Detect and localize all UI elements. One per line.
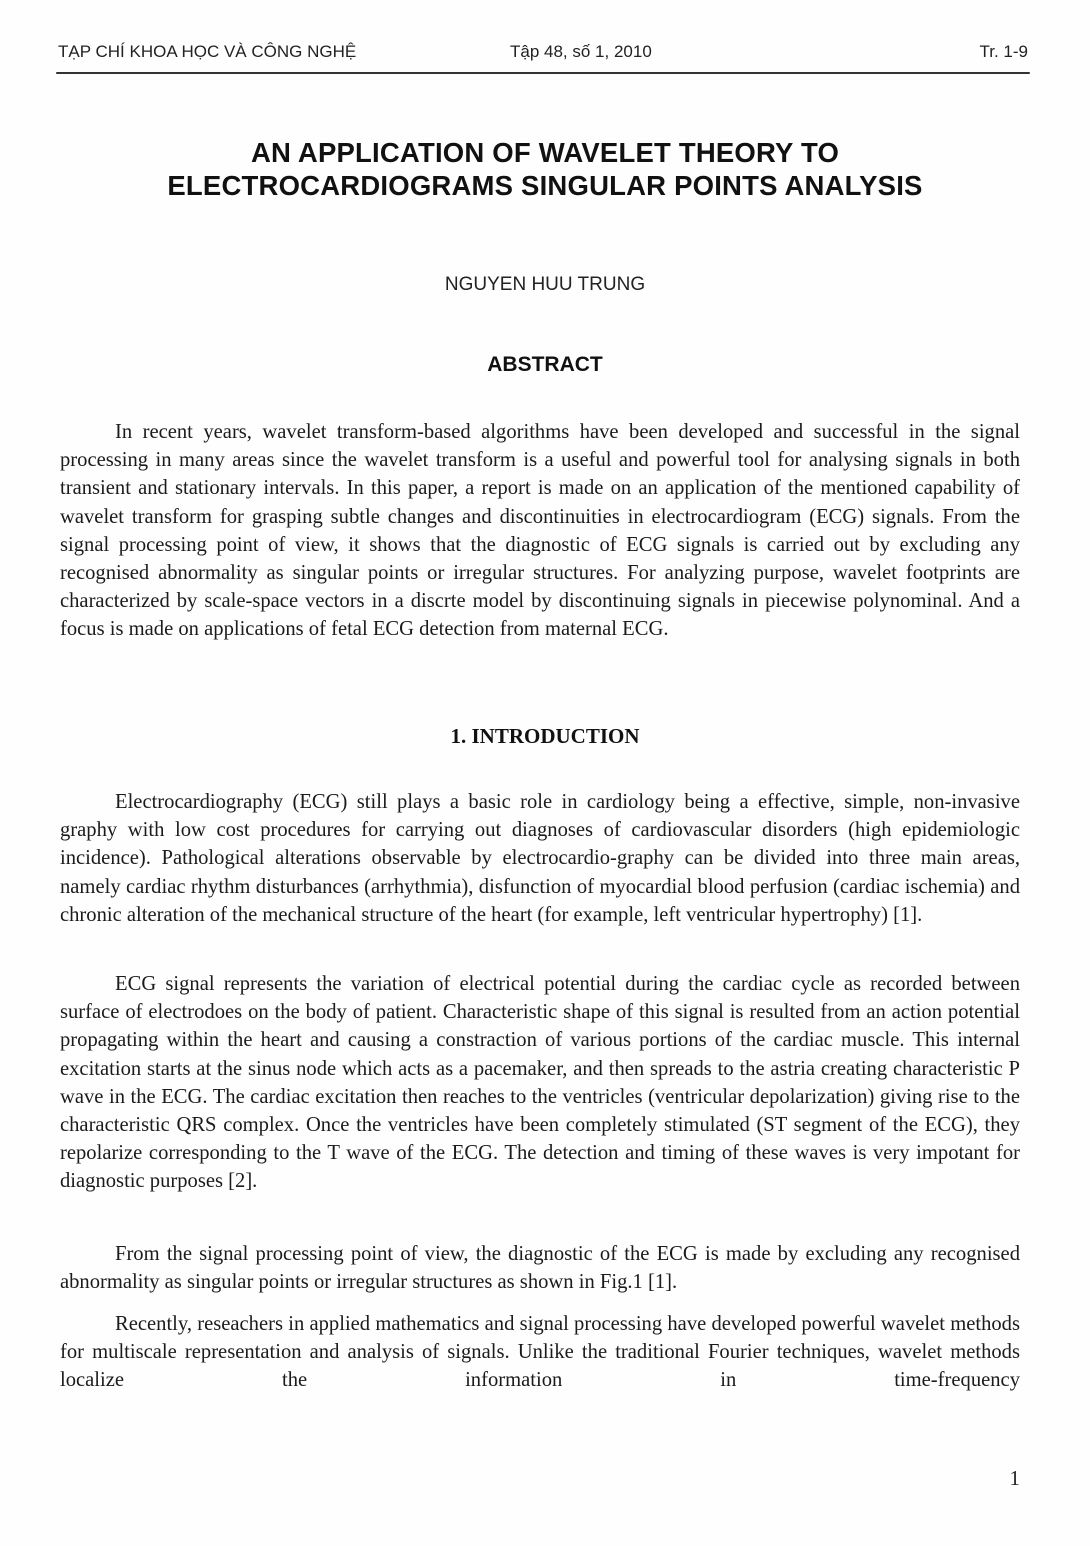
title-line-1: AN APPLICATION OF WAVELET THEORY TO: [250, 137, 840, 168]
journal-name: TẠP CHÍ KHOA HỌC VÀ CÔNG NGHỆ: [58, 42, 357, 61]
section-heading-introduction: 1. INTRODUCTION: [450, 724, 640, 748]
intro-paragraph-2: [60, 970, 1020, 1196]
title-line-2: ELECTROCARDIOGRAMS SINGULAR POINTS ANALYSIS: [167, 170, 923, 201]
paragraph-text: From the signal processing point of view, the diagnostic of the ECG is made by excluding any recognised abnormality as singular points or irregular structures as shown in Fig.1 [1].: [60, 1243, 1020, 1294]
author-name: NGUYEN HUU TRUNG: [444, 274, 646, 295]
intro-paragraph-1: [60, 788, 1020, 929]
intro-paragraph-3: [60, 1240, 1020, 1296]
running-header: [58, 42, 1028, 66]
paragraph-text: Electrocardiography (ECG) still plays a basic role in cardiology being a effective, simple, non-invasive graphy with low cost procedures for carrying out diagnoses of cardiovascular disorders (high epidemiologic incidence). Pathological alterations observable by electrocardio-graphy can be divided into three main areas, namely cardiac rhythm disturbances (arrhythmia), disfunction of myocardial blood perfusion (cardiac ischemia) and chronic alteration of the mechanical structure of the heart (for example, left ventricular hypertrophy) [1].: [60, 791, 1020, 926]
abstract-heading: ABSTRACT: [487, 353, 603, 376]
paragraph-text: ECG signal represents the variation of electrical potential during the cardiac cycle as recorded between surface of electrodoes on the body of patient. Characteristic shape of this signal is resulted from an action potential propagating within the heart and causing a constraction of various portions of the cardiac muscle. This internal excitation starts at the sinus node which acts as a pacemaker, and then spreads to the astria creating characteristic P wave in the ECG. The cardiac excitation then reaches to the ventricles (ventricular depolarization) giving rise to the characteristic QRS complex. Once the ventricles have been completely stimulated (ST segment of the ECG), they repolarize corresponding to the T wave of the ECG. The detection and timing of these waves is very impotant for diagnostic purposes [2].: [60, 973, 1020, 1193]
journal-issue: Tập 48, số 1, 2010: [510, 42, 652, 61]
abstract-text: In recent years, wavelet transform-based algorithms have been developed and successful in the signal processing in many areas since the wavelet transform is a useful and powerful tool for analysing signals in both transient and stationary intervals. In this paper, a report is made on an application of the mentioned capability of wavelet transform for grasping subtle changes and discontinuities in electrocardiogram (ECG) signals. From the signal processing point of view, it shows that the diagnostic of ECG signals is carried out by excluding any recognised abnormality as singular points or irregular structures. For analyzing purpose, wavelet footprints are characterized by scale-space vectors in a discrte model by discontinuing signals in piecewise polynominal. And a focus is made on applications of fetal ECG detection from maternal ECG.: [60, 421, 1020, 641]
page-number: 1: [1009, 1466, 1020, 1490]
page-range: Tr. 1-9: [979, 42, 1028, 61]
intro-paragraph-4: [60, 1310, 1020, 1395]
paragraph-text: Recently, reseachers in applied mathematics and signal processing have developed powerful wavelet methods for multiscale representation and analysis of signals. Unlike the traditional Fourier techniques, wavelet methods localize the information in time-frequency: [60, 1313, 1020, 1392]
header-divider: [56, 72, 1030, 74]
abstract-section: [60, 418, 1020, 644]
paper-title: [60, 136, 1030, 202]
